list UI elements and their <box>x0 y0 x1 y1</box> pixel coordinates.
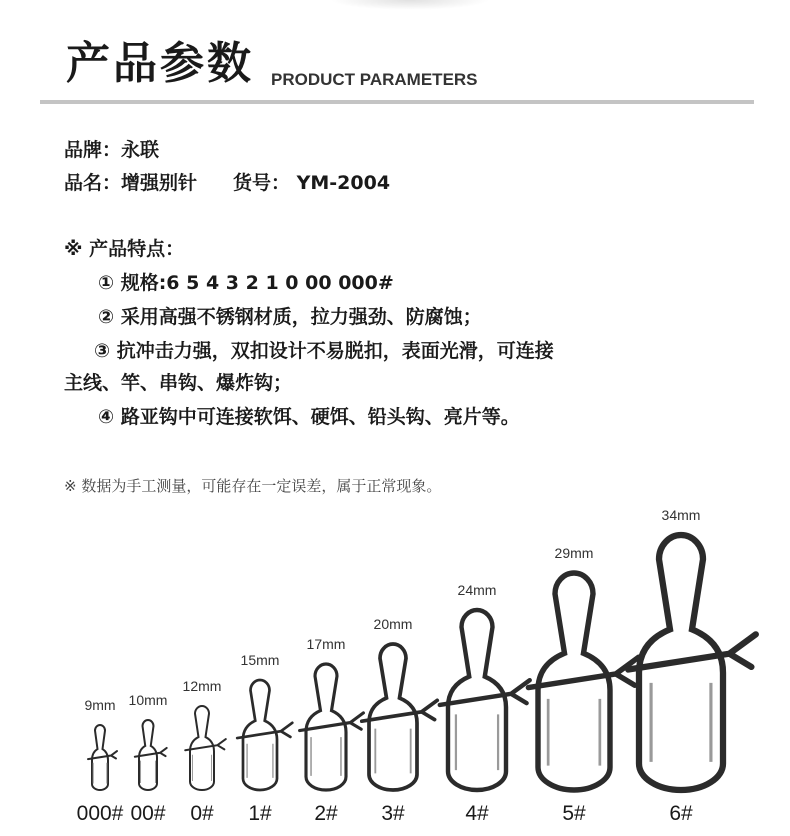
pin-highlight <box>548 699 600 766</box>
product-name: 品名：增强别针 <box>64 172 198 194</box>
feature-4: ④ 路亚钩中可连接软饵、硬饵、铅头钩、亮片等。 <box>98 406 520 428</box>
safety-pin-1h <box>237 680 292 790</box>
feature-3-line-2: 主线、竿、串钩、爆炸钩； <box>64 372 293 394</box>
pin-size-figure <box>0 500 790 836</box>
name-line <box>64 170 390 196</box>
length-label: 9mm <box>84 697 116 713</box>
safety-pin-5h <box>528 573 638 790</box>
size-number-label: 2# <box>314 802 338 825</box>
length-label: 34mm <box>661 507 701 523</box>
pin-clasp <box>628 634 756 669</box>
top-shadow <box>330 0 490 10</box>
safety-pin-2h <box>300 664 364 790</box>
safety-pin-4h <box>440 610 530 790</box>
size-number-label: 5# <box>562 802 586 825</box>
pin-highlight <box>192 755 211 781</box>
length-label: 29mm <box>554 545 594 561</box>
size-number-label: 00# <box>130 802 166 825</box>
length-label: 17mm <box>306 636 346 652</box>
feature-3-line-1: ③ 抗冲击力强，双扣设计不易脱扣，表面光滑，可连接 <box>94 340 554 362</box>
safety-pin-0h <box>185 706 226 790</box>
pin-highlight <box>375 729 410 774</box>
safety-pin-6h <box>628 535 756 790</box>
length-label: 24mm <box>457 582 497 598</box>
size-number-label: 0# <box>190 802 214 825</box>
pin-highlight <box>141 761 156 783</box>
pin-highlight <box>456 714 498 770</box>
size-number-label: 6# <box>669 802 693 825</box>
size-number-label: 3# <box>381 802 405 825</box>
feature-2: ② 采用高强不锈钢材质，拉力强劲、防腐蚀； <box>98 306 482 328</box>
pin-highlight <box>247 744 273 778</box>
safety-pin-00h <box>135 720 167 790</box>
length-label: 20mm <box>373 616 413 632</box>
pin-highlight <box>651 683 711 762</box>
size-number-label: 1# <box>248 802 272 825</box>
pin-highlight <box>93 763 107 784</box>
pin-drawings <box>0 500 790 836</box>
length-label: 12mm <box>182 678 222 694</box>
size-number-label: 000# <box>76 802 124 825</box>
title-divider <box>40 100 754 104</box>
page-subtitle: PRODUCT PARAMETERS <box>271 70 478 89</box>
safety-pin-3h <box>362 644 437 790</box>
feature-1: ① 规格:6 5 4 3 2 1 0 00 000# <box>98 272 394 294</box>
pin-highlight <box>311 737 341 776</box>
item-number: 货号： YM-2004 <box>233 172 391 194</box>
page-title: 产品参数 <box>66 38 254 89</box>
safety-pin-000h <box>88 725 117 790</box>
brand-line: 品牌：永联 <box>64 139 160 161</box>
measurement-note: ※ 数据为手工测量，可能存在一定误差，属于正常现象。 <box>64 477 442 495</box>
length-label: 15mm <box>240 652 280 668</box>
length-label: 10mm <box>128 692 168 708</box>
features-heading: ※ 产品特点： <box>64 238 185 260</box>
size-number-label: 4# <box>465 802 489 825</box>
